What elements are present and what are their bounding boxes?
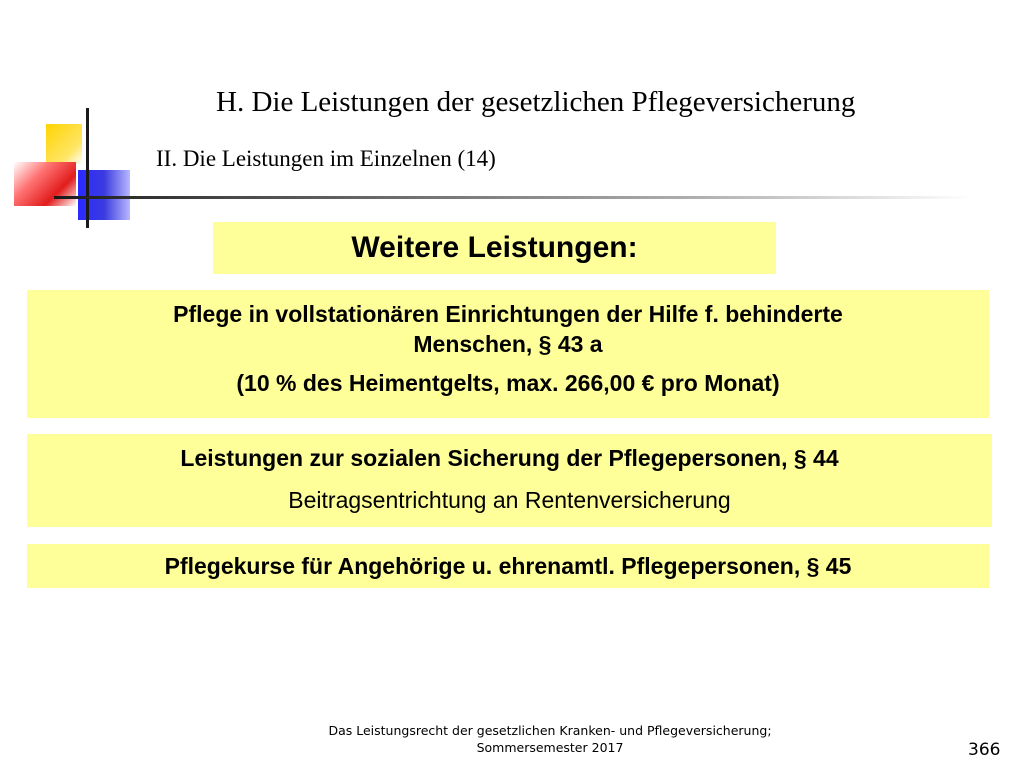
page-number: 366 (968, 740, 1001, 760)
heading-box: Weitere Leistungen: (213, 222, 776, 274)
slide-subtitle: II. Die Leistungen im Einzelnen (14) (156, 146, 496, 171)
benefit-box-1-line-3: (10 % des Heimentgelts, max. 266,00 € pro Monat) (236, 370, 780, 396)
logo-yellow-square (46, 124, 82, 164)
logo-red-square (14, 162, 76, 206)
benefit-box-2-line-1: Leistungen zur sozialen Sicherung der Pflegepersonen, § 44 (180, 445, 839, 471)
benefit-box-1-line-2: Menschen, § 43 a (413, 331, 603, 357)
benefit-box-1-line-1: Pflege in vollstationären Einrichtungen der Hilfe f. behinderte (173, 301, 843, 327)
benefit-box-3: Pflegekurse für Angehörige u. ehrenamtl. Pflegepersonen, § 45 (27, 544, 989, 588)
benefit-box-1 (27, 290, 989, 418)
benefit-box-2 (27, 434, 992, 527)
header-divider-line (54, 196, 974, 199)
logo-vertical-line (86, 108, 89, 228)
slide-logo-decoration (0, 0, 200, 240)
footer-text (300, 722, 800, 756)
footer-line-2: Sommersemester 2017 (476, 740, 624, 755)
slide-title: H. Die Leistungen der gesetzlichen Pflegeversicherung (216, 86, 856, 118)
benefit-box-2-line-2: Beitragsentrichtung an Rentenversicherung (288, 487, 731, 513)
footer-line-1: Das Leistungsrecht der gesetzlichen Kranken- und Pflegeversicherung; (328, 723, 772, 738)
